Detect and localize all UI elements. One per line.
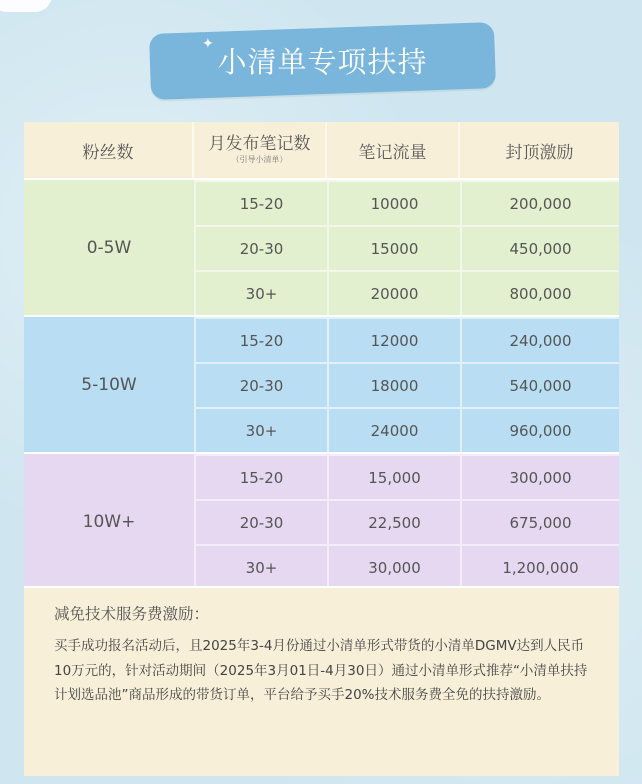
reward-cell: 1,200,000 (460, 544, 619, 589)
table-row (194, 270, 619, 315)
header-reward: 封顶激励 (460, 122, 619, 178)
reward-cell: 200,000 (460, 180, 619, 225)
table-group-0-5w (24, 178, 619, 315)
table-row (194, 499, 619, 544)
reward-cell: 800,000 (460, 270, 619, 315)
header-notes (194, 122, 327, 178)
reward-cell: 300,000 (460, 454, 619, 499)
notes-cell: 15-20 (194, 454, 327, 499)
traffic-cell: 15,000 (327, 454, 460, 499)
fee-waiver-note (24, 586, 619, 776)
incentive-table (24, 122, 619, 589)
table-row (194, 180, 619, 225)
table-row (194, 407, 619, 452)
notes-cell: 20-30 (194, 499, 327, 544)
notes-cell: 15-20 (194, 180, 327, 225)
traffic-cell: 20000 (327, 270, 460, 315)
traffic-cell: 15000 (327, 225, 460, 270)
reward-cell: 675,000 (460, 499, 619, 544)
traffic-cell: 18000 (327, 362, 460, 407)
notes-cell: 30+ (194, 407, 327, 452)
table-row (194, 544, 619, 589)
table-group-5-10w (24, 315, 619, 452)
cloud-decoration (0, 0, 52, 12)
fans-cell: 0-5W (24, 180, 194, 315)
table-group-10w-plus (24, 452, 619, 589)
notes-cell: 20-30 (194, 362, 327, 407)
traffic-cell: 22,500 (327, 499, 460, 544)
header-notes-label: 月发布笔记数 (208, 133, 311, 154)
traffic-cell: 10000 (327, 180, 460, 225)
notes-cell: 30+ (194, 544, 327, 589)
header-fans: 粉丝数 (24, 122, 194, 178)
reward-cell: 960,000 (460, 407, 619, 452)
table-row (194, 225, 619, 270)
header-notes-sub: （引导小清单） (231, 154, 288, 164)
notes-cell: 30+ (194, 270, 327, 315)
fans-cell: 10W+ (24, 454, 194, 589)
page-title: 小清单专项扶持 (217, 45, 428, 79)
table-row (194, 454, 619, 499)
notes-cell: 15-20 (194, 317, 327, 362)
fee-waiver-body: 买手成功报名活动后，且2025年3-4月份通过小清单形式带货的小清单DGMV达到人民币10万元的，针对活动期间（2025年3月01日-4月30日）通过小清单形式推荐“小清单扶持计划选品池”商品形成的带货订单，平台给予买手20%技术服务费全免的扶持激励。 (54, 638, 588, 703)
table-row (194, 362, 619, 407)
reward-cell: 540,000 (460, 362, 619, 407)
title-banner (150, 28, 495, 94)
notes-cell: 20-30 (194, 225, 327, 270)
table-header (24, 122, 619, 178)
fee-waiver-title: 减免技术服务费激励： (54, 605, 210, 623)
reward-cell: 450,000 (460, 225, 619, 270)
fans-cell: 5-10W (24, 317, 194, 452)
traffic-cell: 12000 (327, 317, 460, 362)
header-traffic: 笔记流量 (327, 122, 460, 178)
traffic-cell: 30,000 (327, 544, 460, 589)
sparkle-icon: ✦ (202, 36, 214, 52)
reward-cell: 240,000 (460, 317, 619, 362)
traffic-cell: 24000 (327, 407, 460, 452)
table-row (194, 317, 619, 362)
